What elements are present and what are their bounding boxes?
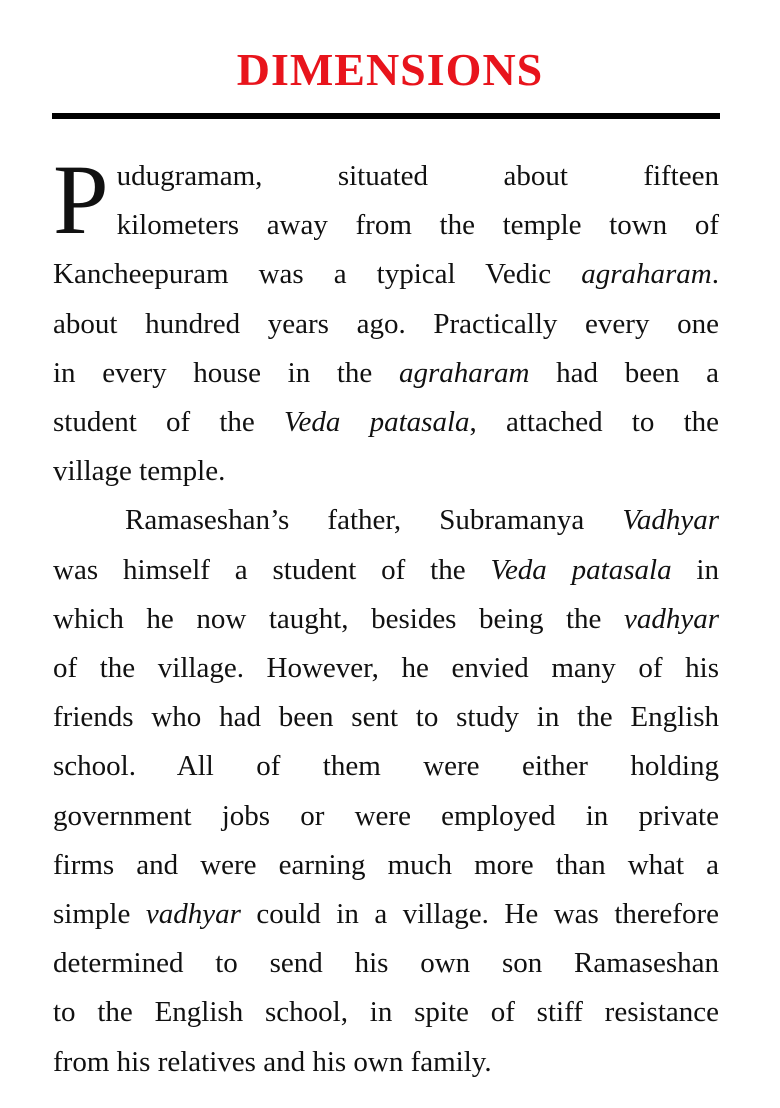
text-line: student of the Veda patasala, attached to the (53, 406, 720, 439)
text-line: in every house in the agraharam had been a (53, 356, 719, 389)
paragraph-2 (53, 496, 719, 1086)
text-line: friends who had been sent to study in the English (53, 701, 719, 734)
text-line: determined to send his own son Ramaseshan (53, 947, 719, 980)
italic-term: agraharam (398, 356, 530, 389)
paragraph-2-lines (53, 496, 719, 1086)
text-line: government jobs or were employed in private (53, 799, 719, 832)
italic-term: agraharam (581, 258, 712, 291)
paragraph-1-lines (53, 144, 720, 496)
italic-term: Vadhyar (622, 504, 719, 537)
text-line: of the village. However, he envied many of his (53, 652, 719, 685)
text-line: village temple. (53, 455, 226, 488)
page-title: DIMENSIONS (236, 44, 544, 95)
text-line: was himself a student of the Veda patasala in (53, 553, 719, 586)
italic-term: vadhyar (145, 898, 241, 931)
paragraph-1 (53, 144, 720, 496)
text-line: about hundred years ago. Practically every one (53, 307, 719, 340)
text-line: from his relatives and his own family. (53, 1045, 492, 1078)
italic-term: Veda patasala (284, 406, 470, 439)
text-line: simple vadhyar could in a village. He was therefore (53, 898, 719, 931)
text-line: to the English school, in spite of stiff resistance (53, 996, 719, 1029)
text-line: school. All of them were either holding (53, 750, 719, 783)
text-line: kilometers away from the temple town of (116, 209, 719, 242)
title-rule-divider (52, 113, 720, 119)
italic-term: vadhyar (623, 602, 719, 635)
text-line: Ramaseshan’s father, Subramanya Vadhyar (125, 504, 719, 537)
text-line: which he now taught, besides being the vadhyar (53, 602, 719, 635)
italic-term: Veda patasala (490, 553, 672, 586)
text-line: Kancheepuram was a typical Vedic agraharam. (53, 258, 719, 291)
text-line: firms and were earning much more than what a (53, 848, 719, 881)
drop-cap: P (53, 144, 109, 255)
article-body (53, 144, 720, 1087)
text-line: udugramam, situated about fifteen (116, 160, 719, 192)
